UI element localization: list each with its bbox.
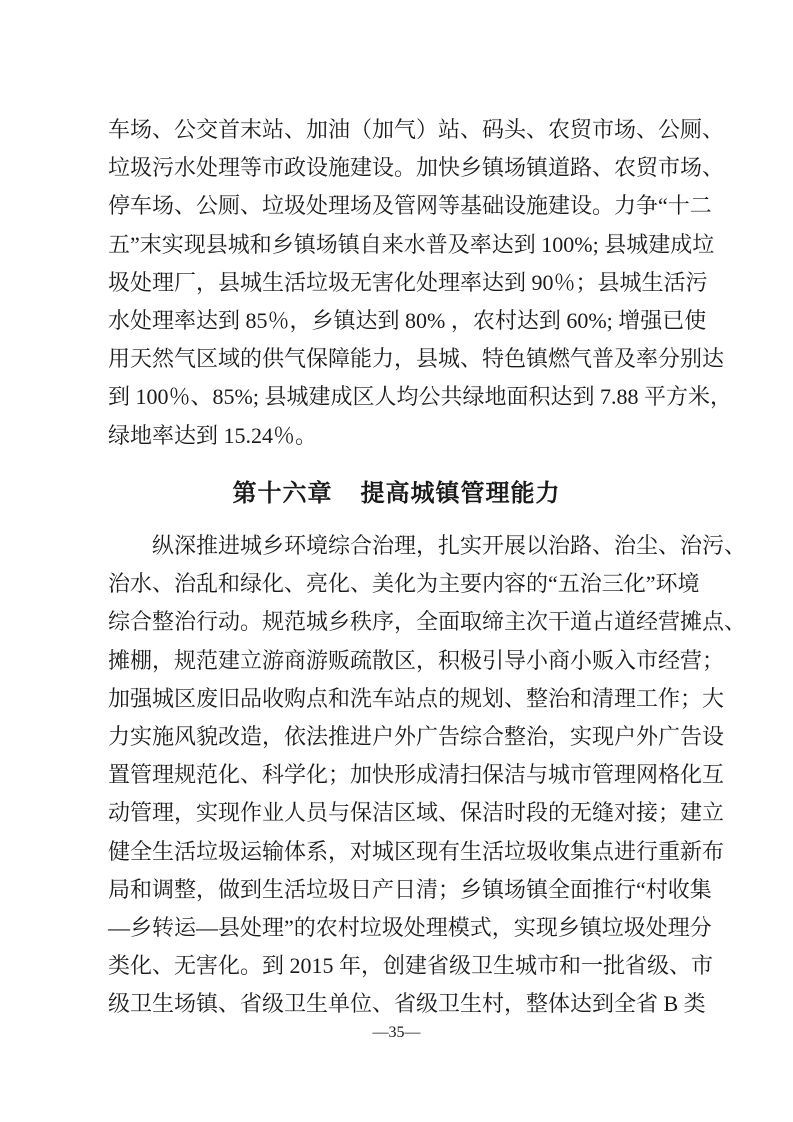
text-line: 动管理，实现作业人员与保洁区域、保洁时段的无缝对接；建立 [108, 800, 725, 826]
chapter-number: 第十六章 [232, 479, 333, 507]
text-line: 停车场、公厕、垃圾处理场及管网等基础设施建设。力争“十二 [108, 193, 712, 219]
text-line: 置管理规范化、科学化；加快形成清扫保洁与城市管理网格化互 [108, 762, 725, 788]
text-line: 到 100％、85%; 县城建成区人均公共绿地面积达到 7.88 平方米， [108, 384, 732, 410]
text-line: 水处理率达到 85％，乡镇达到 80% ，农村达到 60%; 增强已使 [108, 308, 707, 333]
text-line: 垃圾污水处理等市政设施建设。加快乡镇场镇道路、农贸市场、 [108, 155, 725, 181]
text-line: 力实施风貌改造，依法推进户外广告综合整治，实现户外广告设 [108, 724, 725, 749]
text-line: 五”末实现县城和乡镇场镇自来水普及率达到 100%; 县城建成垃 [108, 231, 715, 257]
text-line: 加强城区废旧品收购点和洗车站点的规划、整治和清理工作；大 [108, 685, 725, 711]
text-line: 纵深推进城乡环境综合治理，扎实开展以治路、治尘、治污、 [152, 533, 747, 558]
text-line: —乡转运—县处理”的农村垃圾处理模式，实现乡镇垃圾处理分 [108, 915, 712, 940]
text-line: 摊棚，规范建立游商游贩疏散区，积极引导小商小贩入市经营； [108, 647, 725, 673]
text-line: 治水、治乱和绿化、亮化、美化为主要内容的“五治三化”环境 [108, 571, 700, 597]
chapter-title: 提高城镇管理能力 [360, 479, 561, 507]
text-line: 类化、无害化。到 2015 年，创建省级卫生城市和一批省级、市 [108, 953, 714, 979]
text-line: 用天然气区域的供气保障能力，县城、特色镇燃气普及率分别达 [108, 346, 725, 372]
text-line: 局和调整，做到生活垃圾日产日清；乡镇场镇全面推行“村收集 [108, 876, 712, 902]
text-line: 综合整治行动。规范城乡秩序，全面取缔主次干道占道经营摊点、 [108, 609, 747, 635]
page-number: —35— [372, 1024, 421, 1041]
chapter-heading [0, 473, 793, 508]
text-line: 健全生活垃圾运输体系，对城区现有生活垃圾收集点进行重新布 [108, 838, 725, 864]
text-line: 绿地率达到 15.24％。 [108, 422, 318, 448]
text-line: 车场、公交首末站、加油（加气）站、码头、农贸市场、公厕、 [108, 117, 725, 142]
text-line: 圾处理厂，县城生活垃圾无害化处理率达到 90％；县城生活污 [108, 269, 708, 295]
text-line: 级卫生场镇、省级卫生单位、省级卫生村，整体达到全省 B 类 [108, 991, 706, 1017]
